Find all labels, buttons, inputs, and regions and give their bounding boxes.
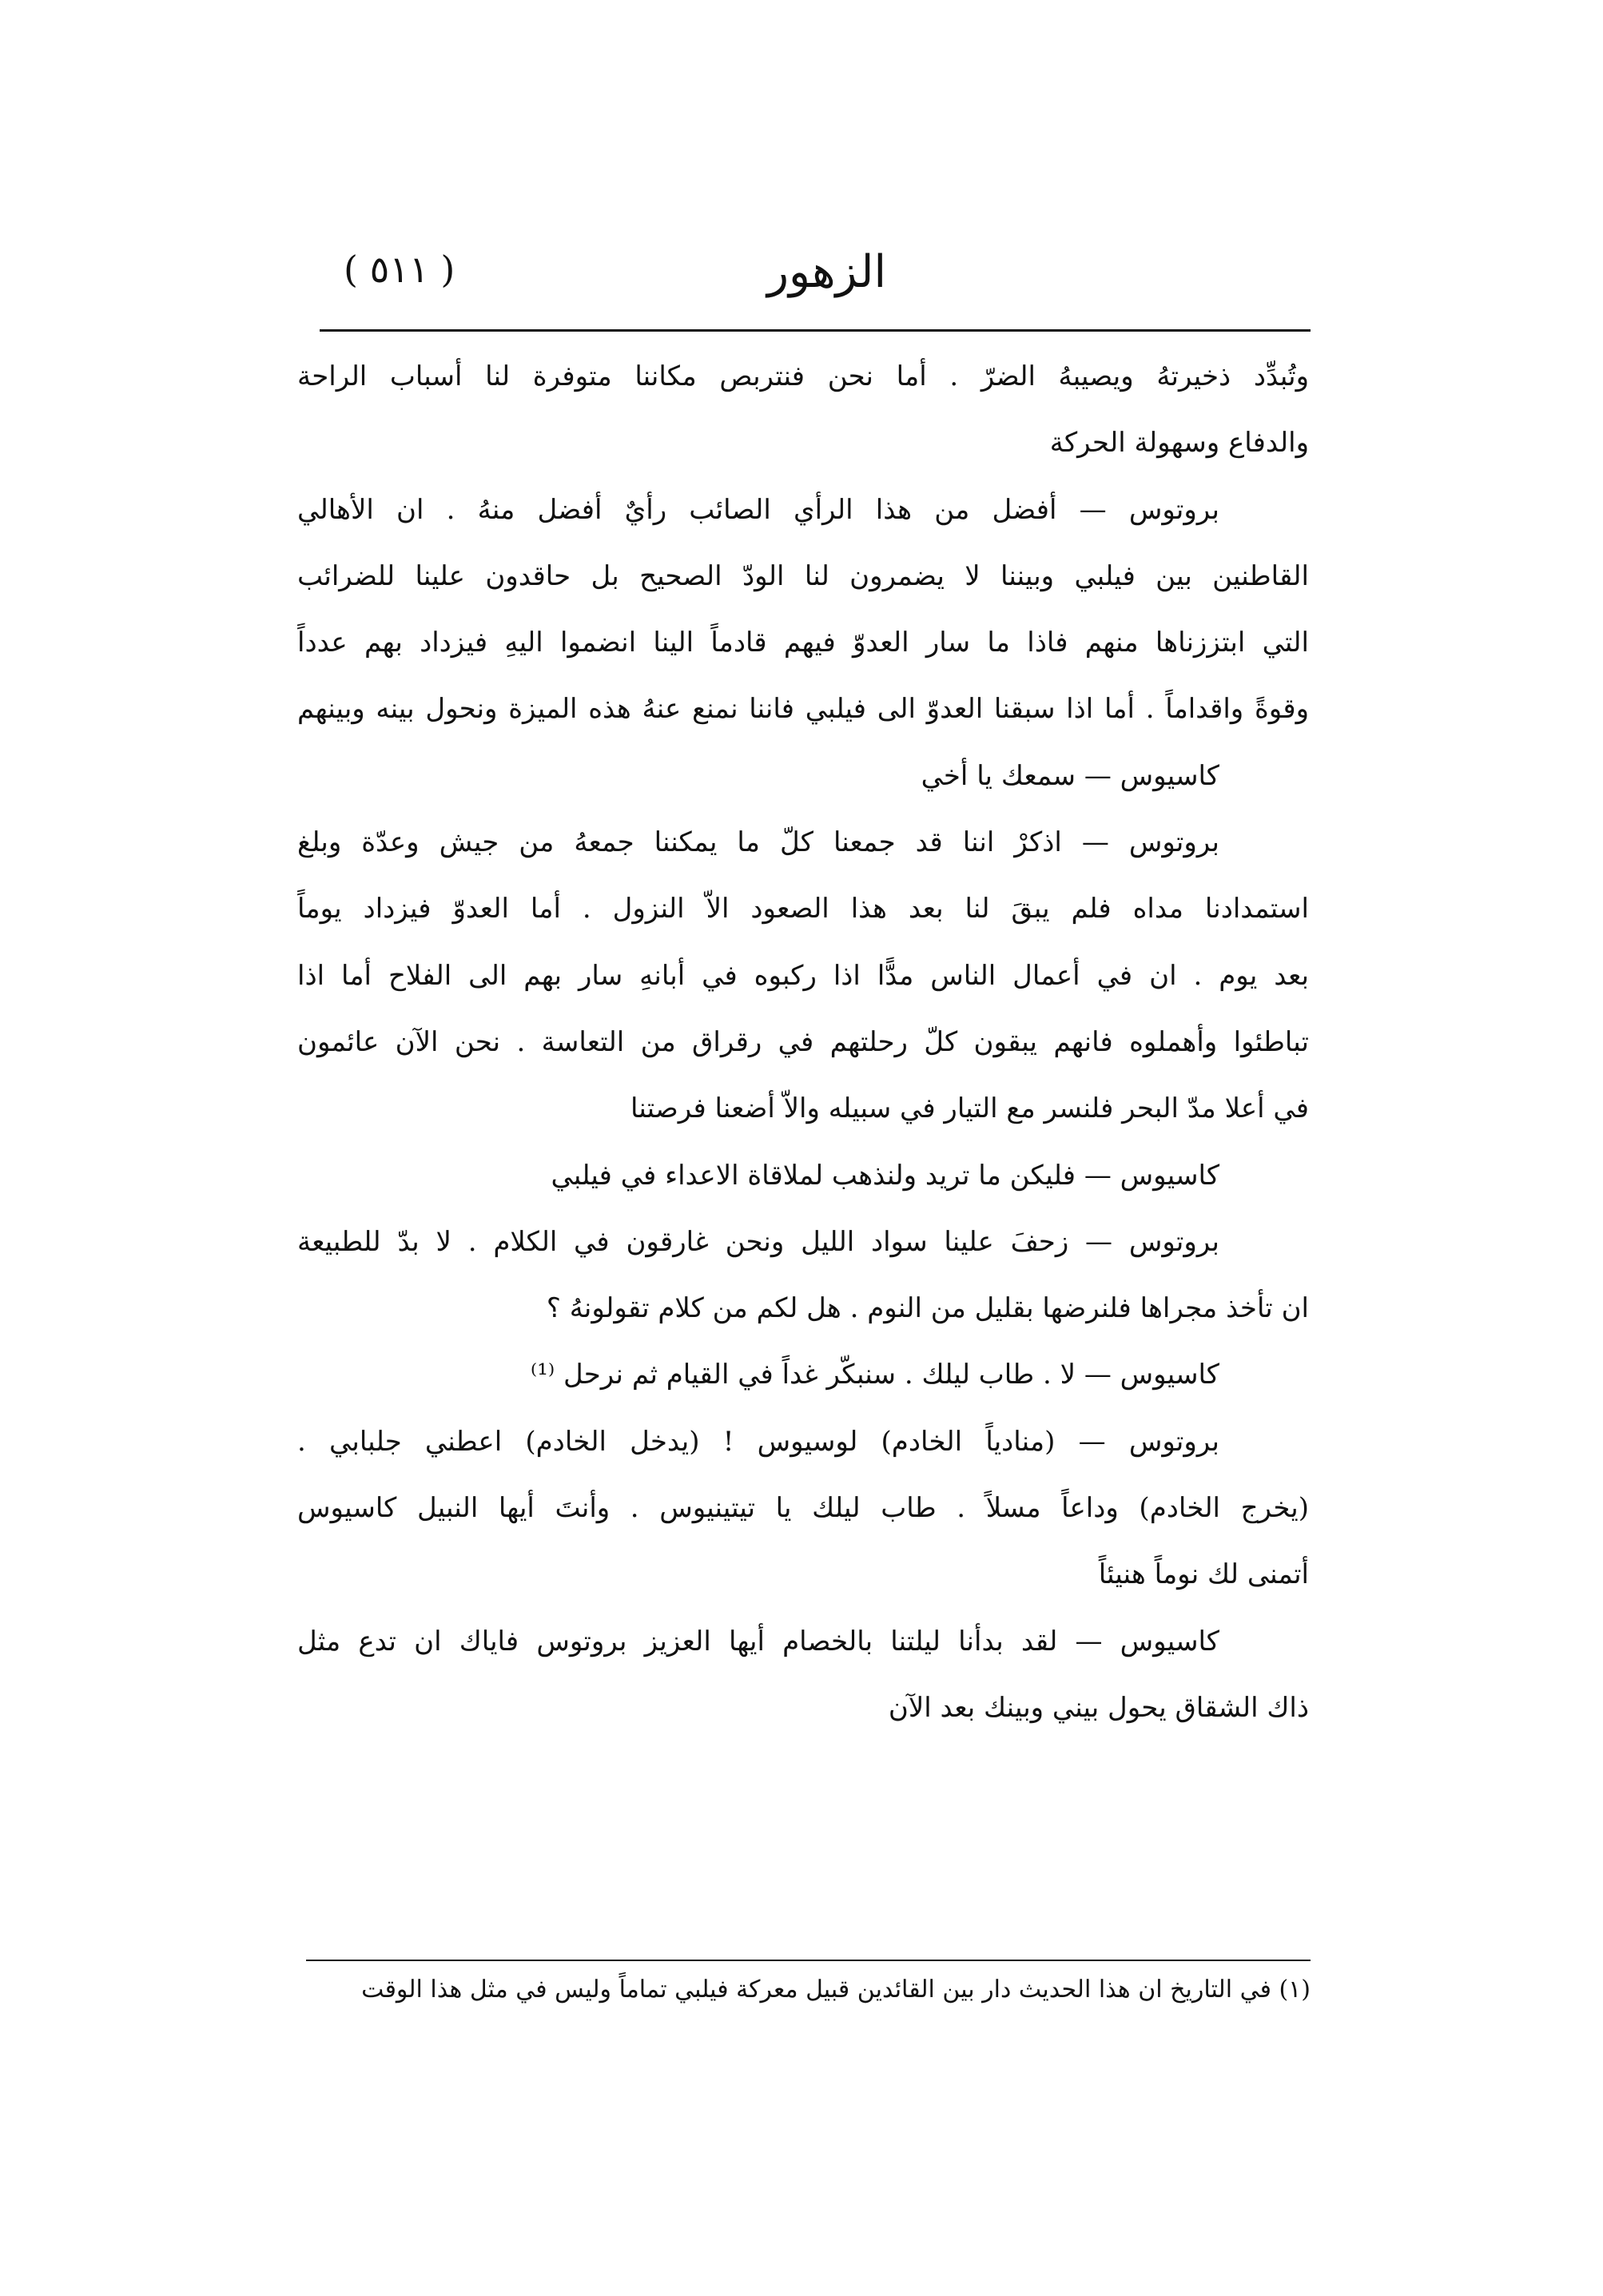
body-line: كاسيوس — لقد بدأنا ليلتنا بالخصام أيها العزيز بروتوس فاياك ان تدع مثل <box>297 1625 1219 1657</box>
footnote: (١) في التاريخ ان هذا الحديث دار بين القائدين قبيل معركة فيلبي تماماً وليس في مثل هذا الوقت <box>361 1976 1311 2004</box>
body-line: كاسيوس — سمعك يا أخي <box>921 759 1219 792</box>
page-header <box>320 232 1311 312</box>
body-line: بروتوس — أفضل من هذا الرأي الصائب رأيٌ أفضل منهُ . ان الأهالي <box>297 493 1219 526</box>
body-text <box>297 344 1309 1741</box>
body-line: والدفاع وسهولة الحركة <box>1049 427 1309 460</box>
body-line: بروتوس — (منادياً الخادم) لوسيوس ! (يدخل الخادم) اعطني جلبابي . <box>297 1425 1219 1458</box>
running-title: الزهور <box>767 246 887 298</box>
body-line: (يخرج الخادم) وداعاً مسلاً . طاب ليلك يا تيتينيوس . وأنتَ أيها النبيل كاسيوس <box>297 1492 1309 1525</box>
page-number: ( ٥١١ ) <box>344 248 455 291</box>
body-line: أتمنى لك نوماً هنيئاً <box>1098 1558 1309 1591</box>
body-line: تباطئوا وأهملوه فانهم يبقون كلّ رحلتهم في رقراق من التعاسة . نحن الآن عائمون <box>297 1025 1309 1058</box>
body-line: بروتوس — زحفَ علينا سواد الليل ونحن غارقون في الكلام . لا بدّ للطبيعة <box>297 1225 1219 1258</box>
body-line: التي ابتززناها منهم فاذا ما سار العدوّ فيهم قادماً الينا انضموا اليهِ فيزداد بهم عدداً <box>297 627 1309 659</box>
body-line: بعد يوم . ان في أعمال الناس مدًّا اذا ركبوه في أبانهِ سار بهم الى الفلاح أما اذا <box>297 959 1309 992</box>
body-line: القاطنين بين فيلبي وبيننا لا يضمرون لنا الودّ الصحيح بل حاقدون علينا للضرائب <box>297 559 1309 592</box>
body-line: ذاك الشقاق يحول بيني وبينك بعد الآن <box>888 1691 1309 1724</box>
body-line: استمدادنا مداه فلم يبقَ لنا بعد هذا الصعود الاّ النزول . أما العدوّ فيزداد يوماً <box>297 893 1309 925</box>
body-line: وقوةً واقداماً . أما اذا سبقنا العدوّ الى فيلبي فاننا نمنع عنهُ هذه الميزة ونحول بينه وبينهم <box>297 693 1309 726</box>
body-line: كاسيوس — لا . طاب ليلك . سنبكّر غداً في القيام ثم نرحل ⁽¹⁾ <box>530 1359 1219 1391</box>
body-line: كاسيوس — فليكن ما تريد ولنذهب لملاقاة الاعداء في فيلبي <box>551 1159 1219 1192</box>
body-line: ان تأخذ مجراها فلنرضها بقليل من النوم . هل لكم من كلام تقولونهُ ؟ <box>546 1292 1309 1325</box>
body-line: في أعلا مدّ البحر فلنسر مع التيار في سبيله والاّ أضعنا فرصتنا <box>630 1092 1309 1125</box>
header-rule <box>320 329 1311 332</box>
body-line: بروتوس — اذكرْ اننا قد جمعنا كلّ ما يمكننا جمعهُ من جيش وعدّة وبلغ <box>297 826 1219 859</box>
footnote-rule <box>306 1960 1311 1961</box>
body-line: وتُبدِّد ذخيرتهُ ويصيبهُ الضرّ . أما نحن فنتربص مكاننا متوفرة لنا أسباب الراحة <box>297 360 1309 392</box>
